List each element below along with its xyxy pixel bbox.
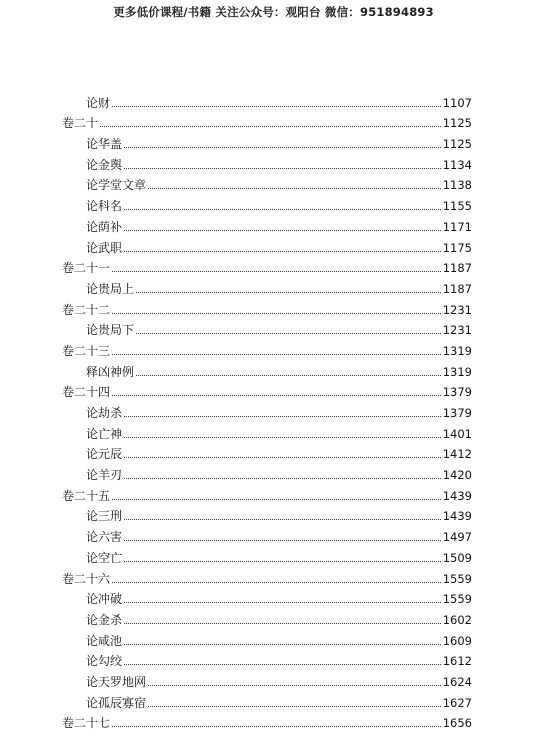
dot-leader xyxy=(124,168,441,169)
dot-leader xyxy=(124,561,441,562)
toc-entry-title: 论金舆 xyxy=(86,157,123,172)
toc-section-entry[interactable] xyxy=(62,668,472,689)
toc-entry-page: 1155 xyxy=(442,199,472,214)
toc-entry-title: 论荫补 xyxy=(86,219,123,234)
toc-entry-page: 1609 xyxy=(442,633,472,648)
toc-entry-page: 1656 xyxy=(442,716,472,731)
toc-entry-title: 论贵局上 xyxy=(86,281,135,296)
toc-entry-title: 论羊刃 xyxy=(86,468,123,483)
toc-section-entry[interactable] xyxy=(62,441,472,462)
dot-leader xyxy=(100,126,441,127)
dot-leader xyxy=(124,251,441,252)
toc-entry-page: 1509 xyxy=(442,550,472,565)
toc-entry-page: 1559 xyxy=(442,571,472,586)
toc-entry-page: 1175 xyxy=(442,240,472,255)
toc-entry-title: 卷二十 xyxy=(62,116,99,131)
toc-section-entry[interactable] xyxy=(62,606,472,627)
toc-entry-page: 1379 xyxy=(442,385,472,400)
toc-section-entry[interactable] xyxy=(62,523,472,544)
toc-chapter-entry[interactable] xyxy=(62,482,472,503)
toc-entry-page: 1439 xyxy=(442,509,472,524)
toc-entry-page: 1125 xyxy=(442,137,472,152)
dot-leader xyxy=(124,457,441,458)
toc-entry-page: 1627 xyxy=(442,695,472,710)
toc-section-entry[interactable] xyxy=(62,213,472,234)
toc-entry-page: 1138 xyxy=(442,178,472,193)
toc-chapter-entry[interactable] xyxy=(62,337,472,358)
dot-leader xyxy=(124,519,441,520)
toc-entry-page: 1497 xyxy=(442,530,472,545)
toc-chapter-entry[interactable] xyxy=(62,710,472,731)
toc-entry-page: 1420 xyxy=(442,468,472,483)
toc-entry-title: 卷二十二 xyxy=(62,302,111,317)
dot-leader xyxy=(136,333,441,334)
toc-entry-title: 论金杀 xyxy=(86,612,123,627)
dot-leader xyxy=(124,623,441,624)
toc-entry-title: 论三刑 xyxy=(86,509,123,524)
toc-section-entry[interactable] xyxy=(62,130,472,151)
toc-entry-title: 论华盖 xyxy=(86,137,123,152)
dot-leader xyxy=(112,499,441,500)
toc-entry-page: 1134 xyxy=(442,157,472,172)
toc-entry-title: 论亡神 xyxy=(86,426,123,441)
toc-entry-title: 论财 xyxy=(86,95,111,110)
dot-leader xyxy=(124,416,441,417)
toc-entry-page: 1624 xyxy=(442,674,472,689)
dot-leader xyxy=(136,375,441,376)
toc-chapter-entry[interactable] xyxy=(62,255,472,276)
dot-leader xyxy=(112,726,441,727)
toc-entry-title: 论孤辰寡宿 xyxy=(86,695,147,710)
toc-chapter-entry[interactable] xyxy=(62,110,472,131)
toc-chapter-entry[interactable] xyxy=(62,379,472,400)
dot-leader xyxy=(112,582,441,583)
dot-leader xyxy=(124,147,441,148)
toc-entry-title: 论天罗地网 xyxy=(86,674,147,689)
dot-leader xyxy=(124,478,441,479)
toc-entry-title: 卷二十五 xyxy=(62,488,111,503)
toc-entry-page: 1107 xyxy=(442,95,472,110)
toc-entry-title: 论六害 xyxy=(86,530,123,545)
toc-entry-page: 1379 xyxy=(442,406,472,420)
toc-entry-title: 卷二十一 xyxy=(62,261,111,276)
toc-entry-page: 1401 xyxy=(442,426,472,441)
toc-entry-title: 论科名 xyxy=(86,199,123,214)
toc-entry-title: 论冲破 xyxy=(86,592,123,607)
toc-section-entry[interactable] xyxy=(62,358,472,379)
toc-section-entry[interactable] xyxy=(62,503,472,524)
toc-section-entry[interactable] xyxy=(62,317,472,338)
toc-section-entry[interactable] xyxy=(62,648,472,669)
toc-chapter-entry[interactable] xyxy=(62,296,472,317)
dot-leader xyxy=(148,706,441,707)
toc-entry-page: 1187 xyxy=(442,261,472,276)
toc-entry-title: 论空亡 xyxy=(86,550,123,565)
toc-entry-page: 1559 xyxy=(442,592,472,607)
toc-entry-title: 卷二十四 xyxy=(62,385,111,400)
dot-leader xyxy=(124,644,441,645)
toc-entry-title: 卷二十三 xyxy=(62,343,111,358)
toc-entry-page: 1187 xyxy=(442,281,472,296)
toc-entry-title: 论勾绞 xyxy=(86,654,123,669)
toc-section-entry[interactable] xyxy=(62,172,472,193)
toc-entry-page: 1125 xyxy=(442,116,472,131)
dot-leader xyxy=(112,271,441,272)
dot-leader xyxy=(112,313,441,314)
dot-leader xyxy=(124,209,441,210)
dot-leader xyxy=(124,540,441,541)
toc-section-entry[interactable] xyxy=(62,420,472,441)
toc-entry-page: 1412 xyxy=(442,447,472,462)
dot-leader xyxy=(136,292,441,293)
toc-section-entry[interactable] xyxy=(62,234,472,255)
toc-section-entry[interactable] xyxy=(62,151,472,172)
dot-leader xyxy=(124,664,441,665)
toc-section-entry[interactable] xyxy=(62,275,472,296)
toc-entry-page: 1319 xyxy=(442,364,472,379)
toc-entry-title: 论武职 xyxy=(86,240,123,255)
toc-entry-title: 论贵局下 xyxy=(86,323,135,338)
toc-entry-page: 1602 xyxy=(442,612,472,627)
toc-entry-title: 卷二十七 xyxy=(62,716,111,731)
dot-leader xyxy=(112,354,441,355)
dot-leader xyxy=(124,230,441,231)
dot-leader xyxy=(148,188,441,189)
toc-section-entry[interactable] xyxy=(62,586,472,607)
toc-section-entry[interactable] xyxy=(62,627,472,648)
toc-chapter-entry[interactable] xyxy=(62,565,472,586)
toc-entry-page: 1231 xyxy=(442,302,472,317)
toc-entry-title: 论学堂文章 xyxy=(86,178,147,193)
toc-section-entry[interactable] xyxy=(62,544,472,565)
toc-entry-page: 1171 xyxy=(442,219,472,234)
dot-leader xyxy=(148,685,441,686)
dot-leader xyxy=(112,106,441,107)
toc-entry-page: 1439 xyxy=(442,488,472,503)
toc-section-entry[interactable] xyxy=(62,399,472,420)
toc-entry-title: 卷二十六 xyxy=(62,571,111,586)
toc-entry-page: 1231 xyxy=(442,323,472,338)
table-of-contents xyxy=(62,89,472,730)
page-header: 更多低价课程/书籍 关注公众号：观阳台 微信：951894893 xyxy=(113,5,434,19)
toc-section-entry[interactable] xyxy=(62,461,472,482)
dot-leader xyxy=(124,602,441,603)
toc-entry-title: 论元辰 xyxy=(86,447,123,462)
toc-entry-page: 1612 xyxy=(442,654,472,669)
toc-entry-title: 论劫杀 xyxy=(86,406,123,420)
toc-section-entry[interactable] xyxy=(62,689,472,710)
dot-leader xyxy=(124,437,441,438)
toc-entry-title: 释凶神例 xyxy=(86,364,135,379)
toc-entry-title: 论咸池 xyxy=(86,633,123,648)
toc-entry-page: 1319 xyxy=(442,343,472,358)
dot-leader xyxy=(112,395,441,396)
toc-section-entry[interactable] xyxy=(62,89,472,110)
toc-section-entry[interactable] xyxy=(62,192,472,213)
